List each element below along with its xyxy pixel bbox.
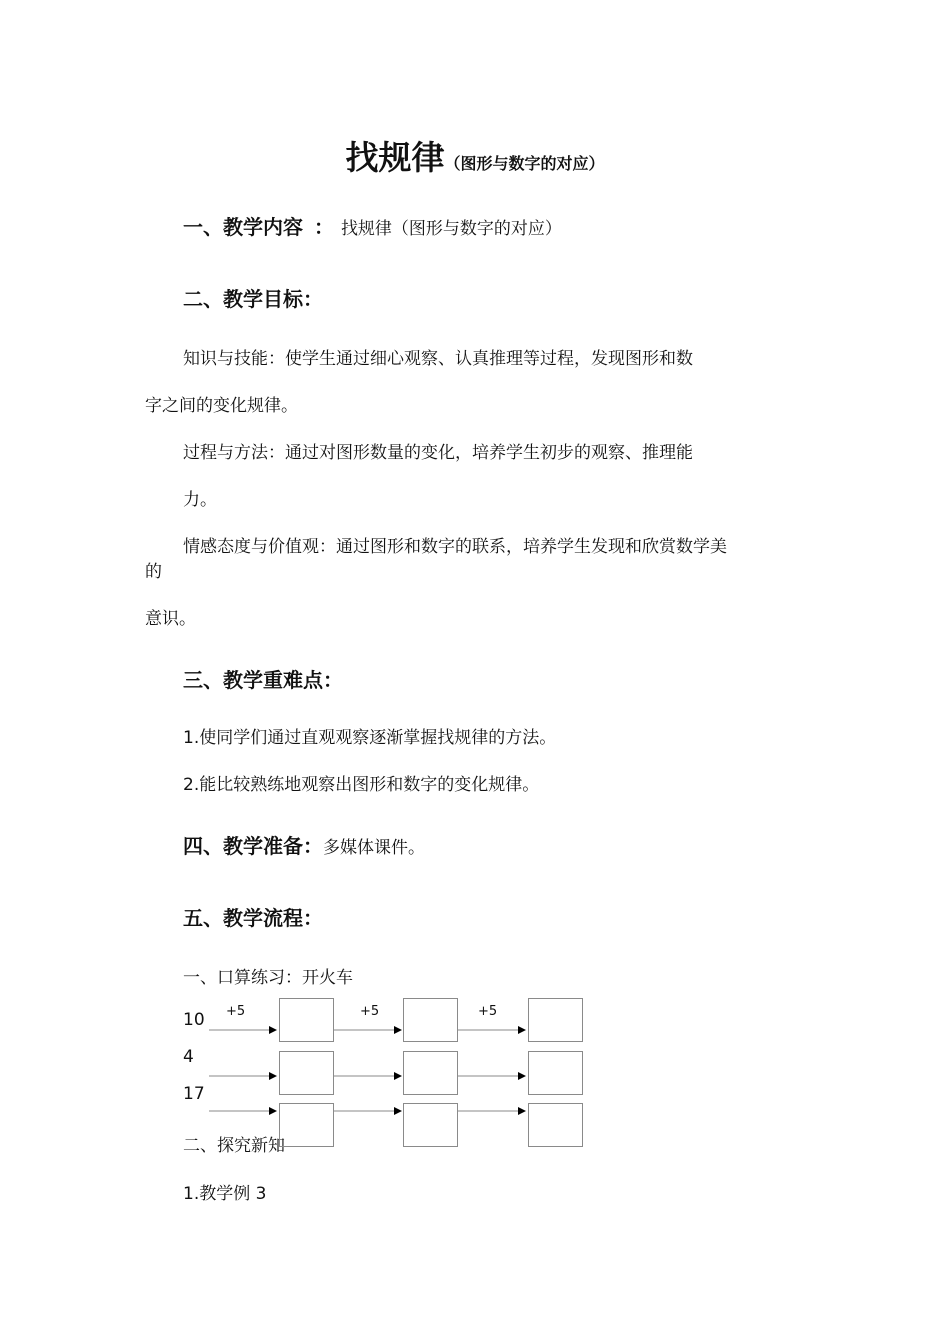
section3-heading: 三、教学重难点： bbox=[183, 668, 343, 692]
answer-box bbox=[403, 998, 458, 1042]
process-line2: 力。 bbox=[183, 490, 217, 510]
page-title bbox=[0, 132, 950, 179]
answer-box bbox=[403, 1103, 458, 1147]
title-sub: （图形与数字的对应） bbox=[444, 154, 605, 173]
section4-text: 多媒体课件。 bbox=[323, 838, 425, 858]
start-number: 4 bbox=[183, 1047, 194, 1067]
emotion-line3: 意识。 bbox=[145, 609, 196, 629]
increment-label: +5 bbox=[226, 1004, 246, 1019]
point1: 1.使同学们通过直观观察逐渐掌握找规律的方法。 bbox=[183, 728, 557, 748]
example: 1.教学例 3 bbox=[183, 1184, 267, 1204]
answer-box bbox=[279, 1103, 334, 1147]
emotion-line1: 情感态度与价值观：通过图形和数字的联系，培养学生发现和欣赏数学美 bbox=[183, 537, 727, 557]
process-line1: 过程与方法：通过对图形数量的变化，培养学生初步的观察、推理能 bbox=[183, 443, 693, 463]
start-number: 10 bbox=[183, 1010, 205, 1030]
section2-heading: 二、教学目标： bbox=[183, 287, 323, 311]
increment-label: +5 bbox=[478, 1004, 498, 1019]
title-main: 找规律 bbox=[345, 138, 445, 177]
section5-heading: 五、教学流程： bbox=[183, 906, 323, 930]
section1-heading: 一、教学内容 bbox=[183, 215, 303, 239]
answer-box bbox=[279, 1051, 334, 1095]
start-number: 17 bbox=[183, 1084, 205, 1104]
section4-heading: 四、教学准备： bbox=[183, 834, 323, 858]
step2: 二、探究新知 bbox=[183, 1136, 285, 1156]
emotion-line2: 的 bbox=[145, 562, 162, 582]
knowledge-line2: 字之间的变化规律。 bbox=[145, 396, 298, 416]
point2: 2.能比较熟练地观察出图形和数字的变化规律。 bbox=[183, 775, 540, 795]
answer-box bbox=[528, 998, 583, 1042]
answer-box bbox=[403, 1051, 458, 1095]
answer-box bbox=[528, 1103, 583, 1147]
knowledge-line1: 知识与技能：使学生通过细心观察、认真推理等过程，发现图形和数 bbox=[183, 349, 693, 369]
answer-box bbox=[279, 998, 334, 1042]
section1-colon: ： bbox=[313, 215, 334, 239]
section1-text: 找规律（图形与数字的对应） bbox=[340, 219, 562, 239]
step1: 一、口算练习：开火车 bbox=[183, 968, 353, 988]
answer-box bbox=[528, 1051, 583, 1095]
section4-line bbox=[183, 830, 425, 859]
section1-line bbox=[183, 211, 562, 240]
increment-label: +5 bbox=[360, 1004, 380, 1019]
